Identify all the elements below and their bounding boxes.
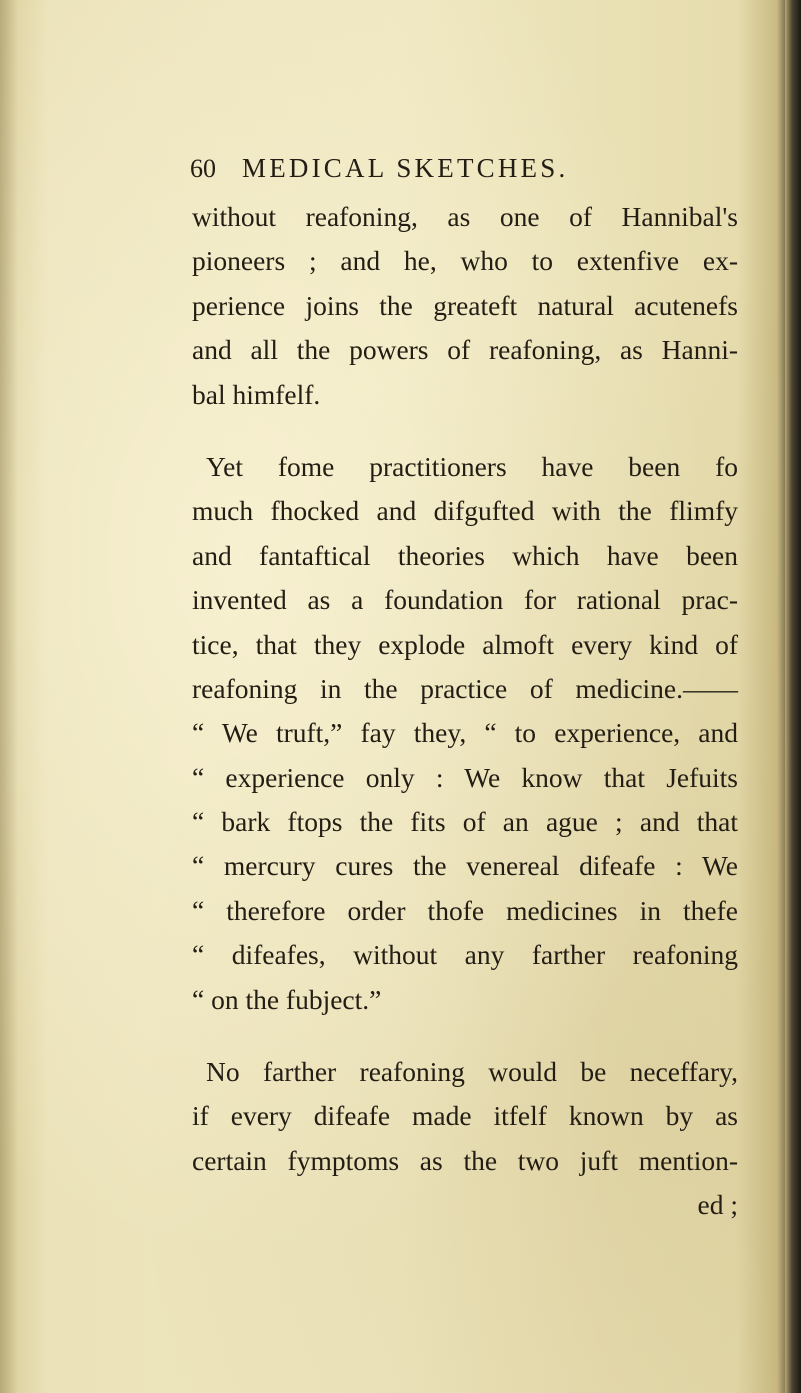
text-line: without reafoning, as one of Hannibal's <box>192 201 738 232</box>
running-title: MEDICAL SKETCHES. <box>242 153 569 183</box>
text-line: pioneers ; and he, who to extenfive ex- <box>192 245 738 277</box>
page-number: 60 <box>190 154 216 183</box>
paragraph-gap <box>192 1022 738 1050</box>
text-line: perience joins the greateft natural acutenefs <box>192 289 738 321</box>
quoted-line: “ bark ftops the fits of an ague ; and that <box>192 806 738 838</box>
paragraph-3 <box>192 1050 738 1228</box>
paragraph-gap <box>192 417 738 445</box>
quoted-line: “ mercury cures the venereal difeafe : We <box>192 850 738 882</box>
quoted-line: “ therefore order thofe medicines in thefe <box>192 894 738 926</box>
body-text <box>192 195 738 1228</box>
text-line: certain fymptoms as the two juft mention- <box>192 1144 738 1176</box>
paragraph-1 <box>192 195 738 417</box>
text-line: if every difeafe made itfelf known by as <box>192 1100 738 1132</box>
quoted-line: “ difeafes, without any farther reafoning <box>192 939 738 971</box>
catchword-line: ed ; <box>697 1189 738 1221</box>
quoted-line: “ We truft,” fay they, “ to experience, and <box>192 717 738 749</box>
text-line: and fantaftical theories which have been <box>192 539 738 571</box>
page-binding-edge <box>785 0 801 1393</box>
paragraph-2 <box>192 445 738 1022</box>
quoted-line: “ on the fubject.” <box>192 983 382 1015</box>
text-line: tice, that they explode almoft every kind of <box>192 628 738 660</box>
page-header <box>190 153 750 189</box>
text-line: Yet fome practitioners have been fo <box>206 450 738 482</box>
text-line: reafoning in the practice of medicine.—— <box>192 672 738 704</box>
text-line: and all the powers of reafoning, as Hanni- <box>192 334 738 366</box>
quoted-line: “ experience only : We know that Jefuits <box>192 761 738 793</box>
text-line: much fhocked and difgufted with the flimfy <box>192 495 738 527</box>
text-line: No farther reafoning would be neceffary, <box>206 1056 738 1088</box>
text-line: invented as a foundation for rational prac- <box>192 584 738 616</box>
text-line: bal himfelf. <box>192 378 321 410</box>
page-left-shadow <box>0 0 18 1393</box>
